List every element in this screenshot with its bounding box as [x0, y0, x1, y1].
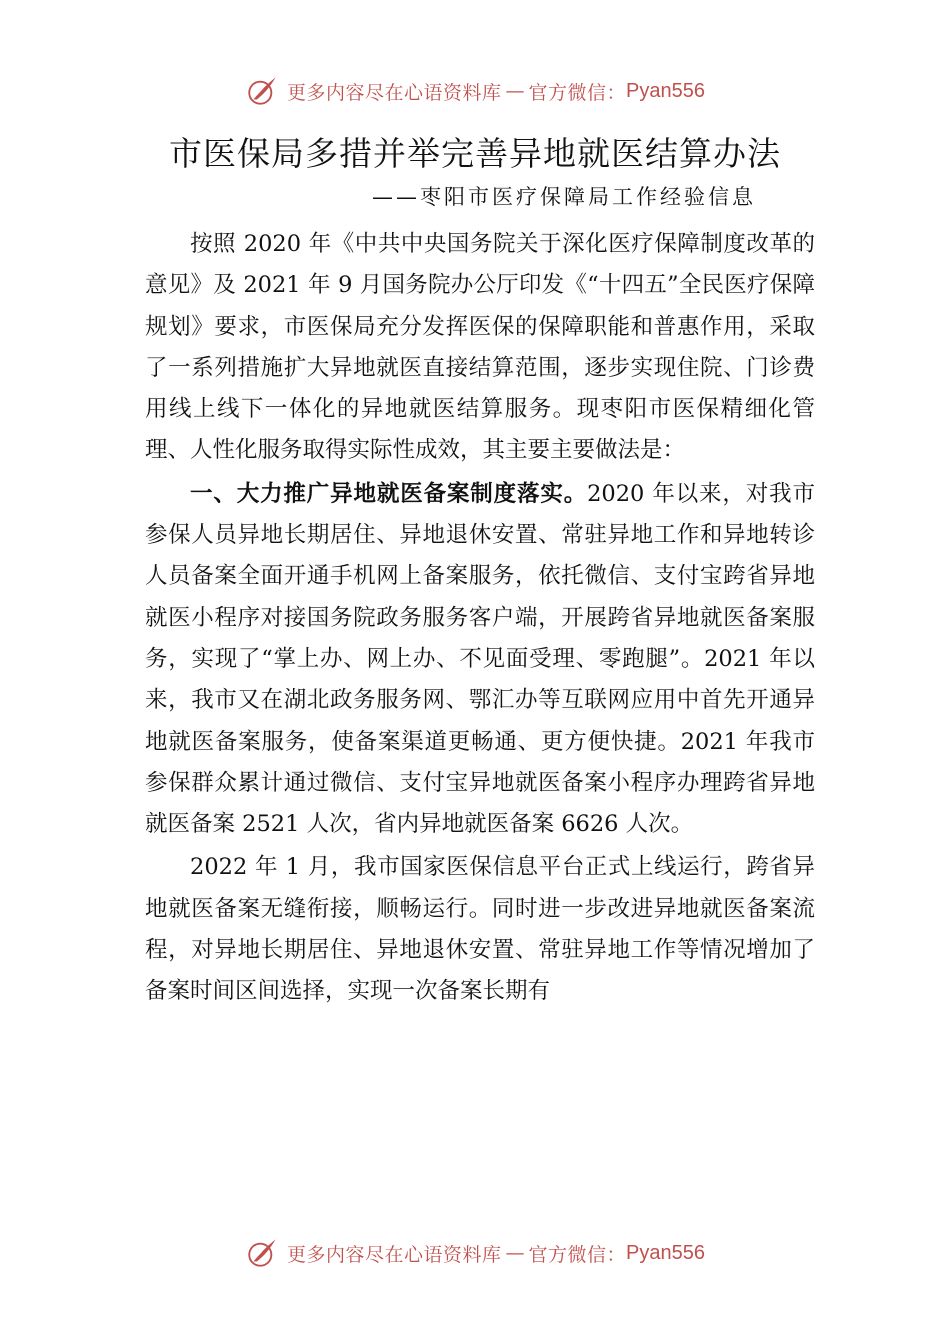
paragraph-intro	[145, 224, 815, 472]
watermark-id: Pyan556	[626, 1241, 705, 1264]
watermark-text: 更多内容尽在心语资料库	[287, 1243, 502, 1266]
document-body	[145, 224, 815, 1015]
paragraph-2022	[145, 847, 815, 1012]
header-watermark	[0, 74, 950, 108]
paragraph-2022-text: 2022 年 1 月，我市国家医保信息平台正式上线运行，跨省异地就医备案无缝衔接，顺畅运行。同时进一步改进异地就医备案流程，对异地长期居住、异地退休安置、常驻异地工作等情况增加了备案时间区间选择，实现一次备案长期有	[145, 854, 815, 1005]
watermark-text: 更多内容尽在心语资料库	[287, 81, 502, 104]
paragraph-section-1	[145, 474, 815, 846]
section-1-text: 2020 年以来，对我市参保人员异地长期居住、异地退休安置、常驻异地工作和异地转诊人员备案全面开通手机网上备案服务，依托微信、支付宝跨省异地就医小程序对接国务院政务服务客户端，开展跨省异地就医备案服务，实现了“掌上办、网上办、不见面受理、零跑腿”。2021 年以来，我市又在湖北政务服务网、鄂汇办等互联网应用中首先开通异地就医备案服务，使备案渠道更畅通、更方便快捷。2021 年我市参保群众累计通过微信、支付宝异地就医备案小程序办理跨省异地就医备案 2521 人次，省内异地就医备案 6626 人次。	[145, 480, 815, 838]
watermark-id: Pyan556	[626, 79, 705, 102]
watermark-label: 官方微信：	[528, 1243, 627, 1266]
footer-watermark	[0, 1236, 950, 1270]
document-title: 市医保局多措并举完善异地就医结算办法	[169, 134, 781, 173]
quill-logo-icon	[245, 1236, 279, 1270]
paragraph-intro-text: 按照 2020 年《中共中央国务院关于深化医疗保障制度改革的意见》及 2021 年 9 月国务院办公厅印发《“十四五”全民医疗保障规划》要求，市医保局充分发挥医保的保障职能和普惠作用，采取了一系列措施扩大异地就医直接结算范围，逐步实现住院、门诊费用线上线下一体化的异地就医结算服务。现枣阳市医保精细化管理、人性化服务取得实际性成效，其主要主要做法是：	[145, 231, 815, 464]
document-subtitle: ——枣阳市医疗保障局工作经验信息	[372, 185, 756, 209]
watermark-separator: —	[505, 80, 525, 102]
quill-logo-icon	[245, 74, 279, 108]
watermark-separator: —	[505, 1242, 525, 1264]
section-1-heading: 一、大力推广异地就医备案制度落实。	[190, 480, 588, 507]
watermark-label: 官方微信：	[528, 81, 627, 104]
